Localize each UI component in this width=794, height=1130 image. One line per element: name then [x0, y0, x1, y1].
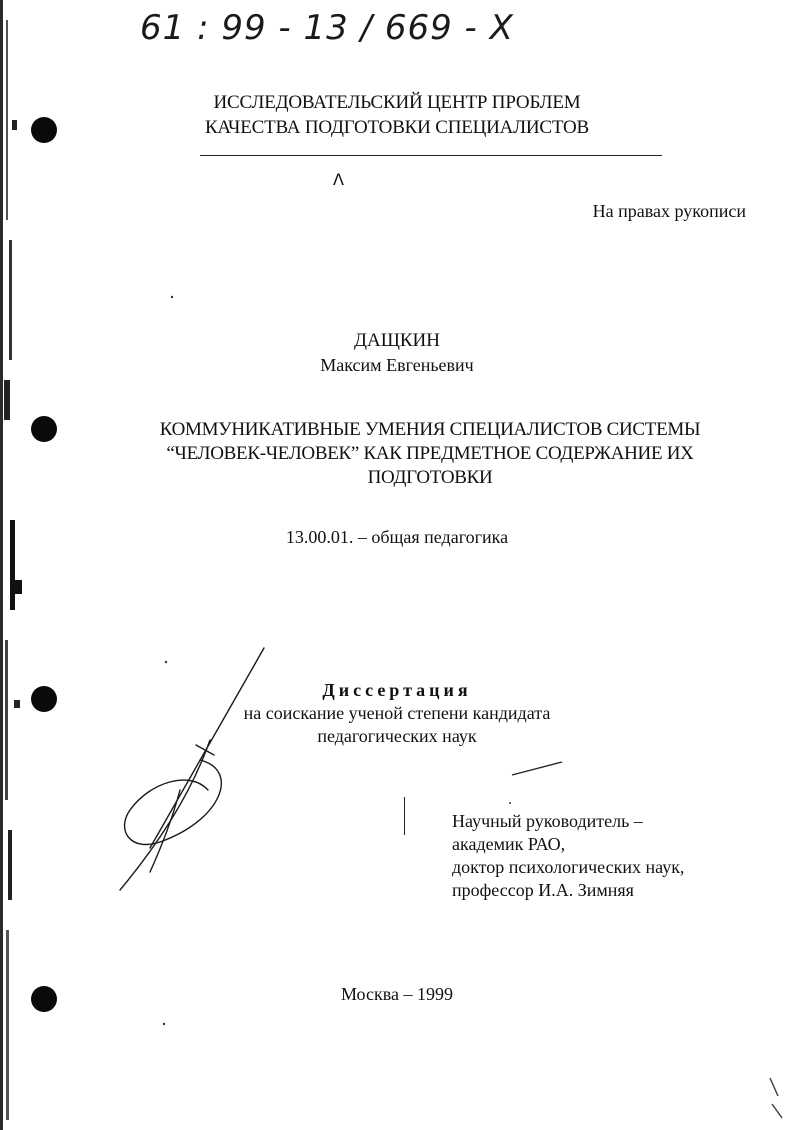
signature-graphic [120, 648, 264, 890]
speck [165, 661, 167, 663]
speck [171, 296, 173, 298]
institution-line-2: КАЧЕСТВА ПОДГОТОВКИ СПЕЦИАЛИСТОВ [204, 117, 590, 138]
specialty-code: 13.00.01. – общая педагогика [285, 527, 509, 547]
degree-line-1: на соискание ученой степени кандидата [243, 703, 551, 723]
place-and-year: Москва – 1999 [341, 984, 453, 1004]
institution-line-1: ИССЛЕДОВАТЕЛЬСКИЙ ЦЕНТР ПРОБЛЕМ [213, 92, 581, 113]
title-line-1: КОММУНИКАТИВНЫЕ УМЕНИЯ СПЕЦИАЛИСТОВ СИСТЕМЫ [159, 419, 701, 440]
small-handwritten-mark: Λ [333, 170, 344, 189]
handwritten-catalog-number: 61 : 99 - 13 / 669 - X [140, 8, 514, 48]
title-line-3: ПОДГОТОВКИ [367, 467, 493, 488]
document-type: Диссертация [322, 680, 472, 700]
advisor-line-4: профессор И.А. Зимняя [452, 880, 634, 900]
speck [163, 1023, 165, 1025]
title-line-2: “ЧЕЛОВЕК-ЧЕЛОВЕК” КАК ПРЕДМЕТНОЕ СОДЕРЖАНИЕ ИХ [166, 443, 694, 464]
advisor-line-1: Научный руководитель – [452, 811, 643, 831]
degree-line-2: педагогических наук [317, 726, 477, 746]
rights-note: На правах рукописи [592, 201, 746, 221]
corner-mark [770, 1078, 782, 1118]
author-given-names: Максим Евгеньевич [320, 355, 474, 375]
stray-pen-line [512, 762, 562, 775]
speck [509, 802, 511, 804]
author-last-name: ДАЩКИН [354, 330, 440, 351]
advisor-line-3: доктор психологических наук, [452, 857, 685, 877]
advisor-line-2: академик РАО, [452, 834, 566, 854]
